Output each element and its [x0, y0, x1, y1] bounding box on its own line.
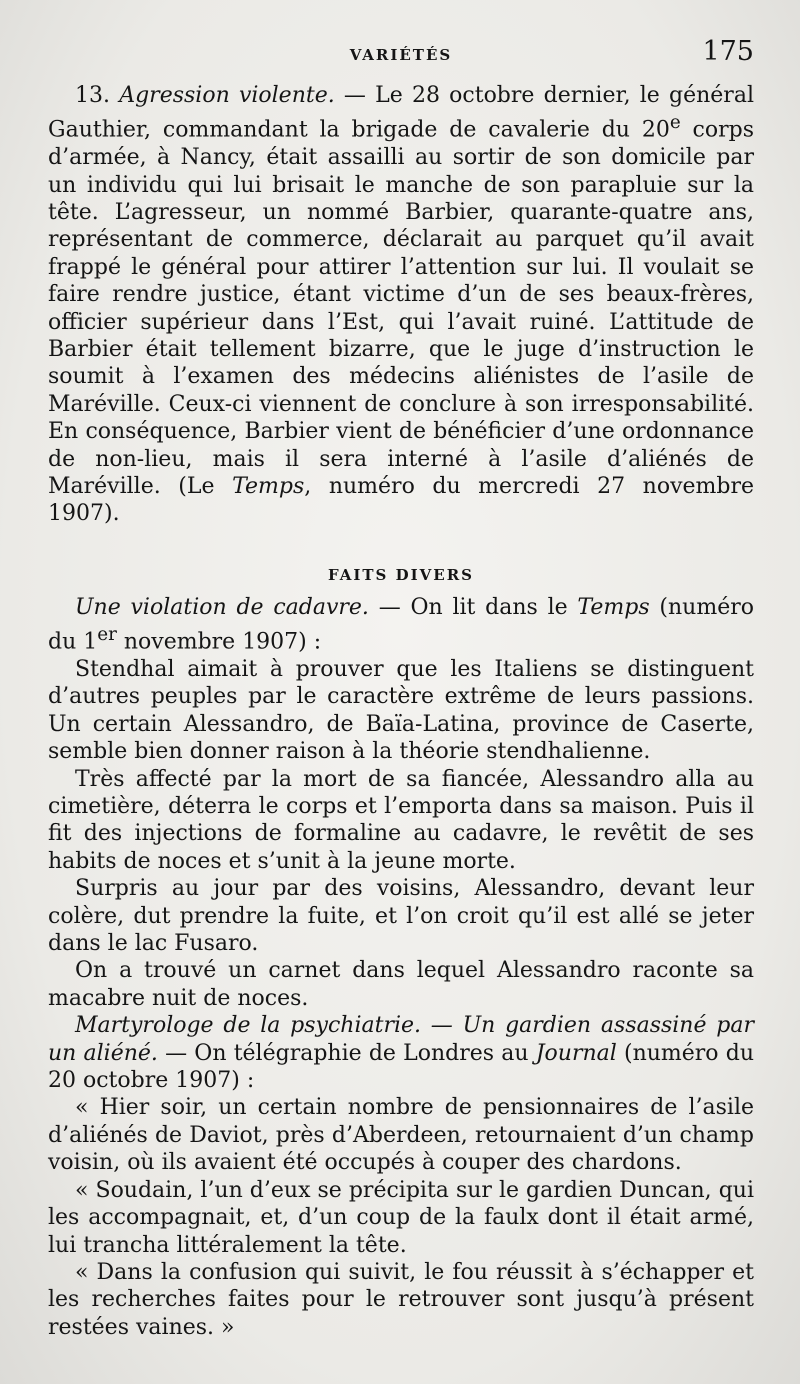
- martyrologe-intro-part: — On télégraphie de Londres au: [157, 1040, 536, 1066]
- item-13-text-part: , numéro du mercredi 27 novembre 1907).: [48, 474, 755, 527]
- violation-title: Une violation de cadavre.: [75, 594, 369, 620]
- violation-paragraph: Stendhal aimait à prouver que les Italiens se distinguent d’autres peuples par le caractère extrême de leurs passions. Un certain Alessandro, de Baïa-Latina, province de Caserte, semble bien donner raison à la théorie stendhalienne.: [48, 656, 754, 765]
- superscript: er: [97, 624, 117, 646]
- item-13-source: Temps: [232, 474, 305, 500]
- martyrologe-intro-part: (numéro du 20 octobre 1907) :: [48, 1040, 754, 1094]
- violation-intro-part: — On lit dans le: [368, 594, 578, 620]
- martyrologe-source: Journal: [535, 1040, 617, 1066]
- section-heading-faits-divers: FAITS DIVERS: [327, 565, 475, 584]
- violation-intro-part: (numéro du 1: [48, 594, 754, 655]
- violation-paragraph: Très affecté par la mort de sa fiancée, Alessandro alla au cimetière, déterra le corps et l’emporta dans sa maison. Puis il fit des injections de formaline au cadavre, le revêtit de ses habits de noces et s’unit à la jeune morte.: [48, 766, 754, 874]
- violation-intro-paragraph: [48, 594, 754, 656]
- superscript: e: [669, 112, 681, 134]
- item-13-paragraph: [48, 82, 754, 528]
- violation-paragraph: Surpris au jour par des voisins, Alessandro, devant leur colère, dut prendre la fuite, et l’on croit qu’il est allé se jeter dans le lac Fusaro.: [48, 876, 754, 957]
- violation-paragraph: On a trouvé un carnet dans lequel Alessandro raconte sa macabre nuit de noces.: [48, 958, 754, 1011]
- item-13-title: Agression violente.: [119, 83, 335, 108]
- running-title: VARIÉTÉS: [349, 46, 453, 64]
- item-13-number: 13.: [75, 83, 110, 108]
- item-13-text-part: — Le 28 octobre dernier, le général Gauthier, commandant la brigade de cavalerie du 20: [48, 83, 754, 143]
- martyrologe-paragraph: « Hier soir, un certain nombre de pensionnaires de l’asile d’aliénés de Daviot, près d’Aberdeen, retournaient d’un champ voisin, où ils avaient été occupés à couper des chardons.: [48, 1095, 754, 1176]
- martyrologe-paragraph: « Dans la confusion qui suivit, le fou réussit à s’échapper et les recherches faites pour le retrouver sont jusqu’à présent restées vaines. »: [48, 1259, 754, 1340]
- item-13-text-part: corps d’armée, à Nancy, était assailli au sortir de son domicile par un individu qui lui brisait le manche de son parapluie sur la tête. L’agresseur, un nommé Barbier, quarante-quatre ans, représentant de commerce, déclarait au parquet qu’il avait frappé le général pour attirer l’attention sur lui. Il voulait se faire rendre justice, étant victime d’un de ses beaux-frères, officier supérieur dans l’Est, qui l’avait ruiné. L’attitude de Barbier était tellement bizarre, que le juge d’instruction le soumit à l’examen des médecins aliénistes de l’asile de Maréville. Ceux-ci viennent de conclure à son irresponsabilité. En conséquence, Barbier vient de bénéficier d’une ordonnance de non-lieu, mais il sera interné à l’asile d’aliénés de Maréville. (Le: [48, 117, 754, 500]
- violation-source: Temps: [577, 594, 650, 620]
- martyrologe-paragraph: « Soudain, l’un d’eux se précipita sur le gardien Duncan, qui les accompagnait, et, d’un coup de la faulx dont il était armé, lui trancha littéralement la tête.: [48, 1177, 754, 1258]
- martyrologe-intro-paragraph: [48, 1012, 754, 1094]
- violation-intro-part: novembre 1907) :: [116, 629, 322, 655]
- page-header: [48, 34, 754, 74]
- page-body: [48, 82, 754, 1341]
- martyrologe-title: Martyrologe de la psychiatrie. — Un gardien assassiné par un aliéné.: [48, 1013, 754, 1066]
- page-number: 175: [702, 36, 754, 67]
